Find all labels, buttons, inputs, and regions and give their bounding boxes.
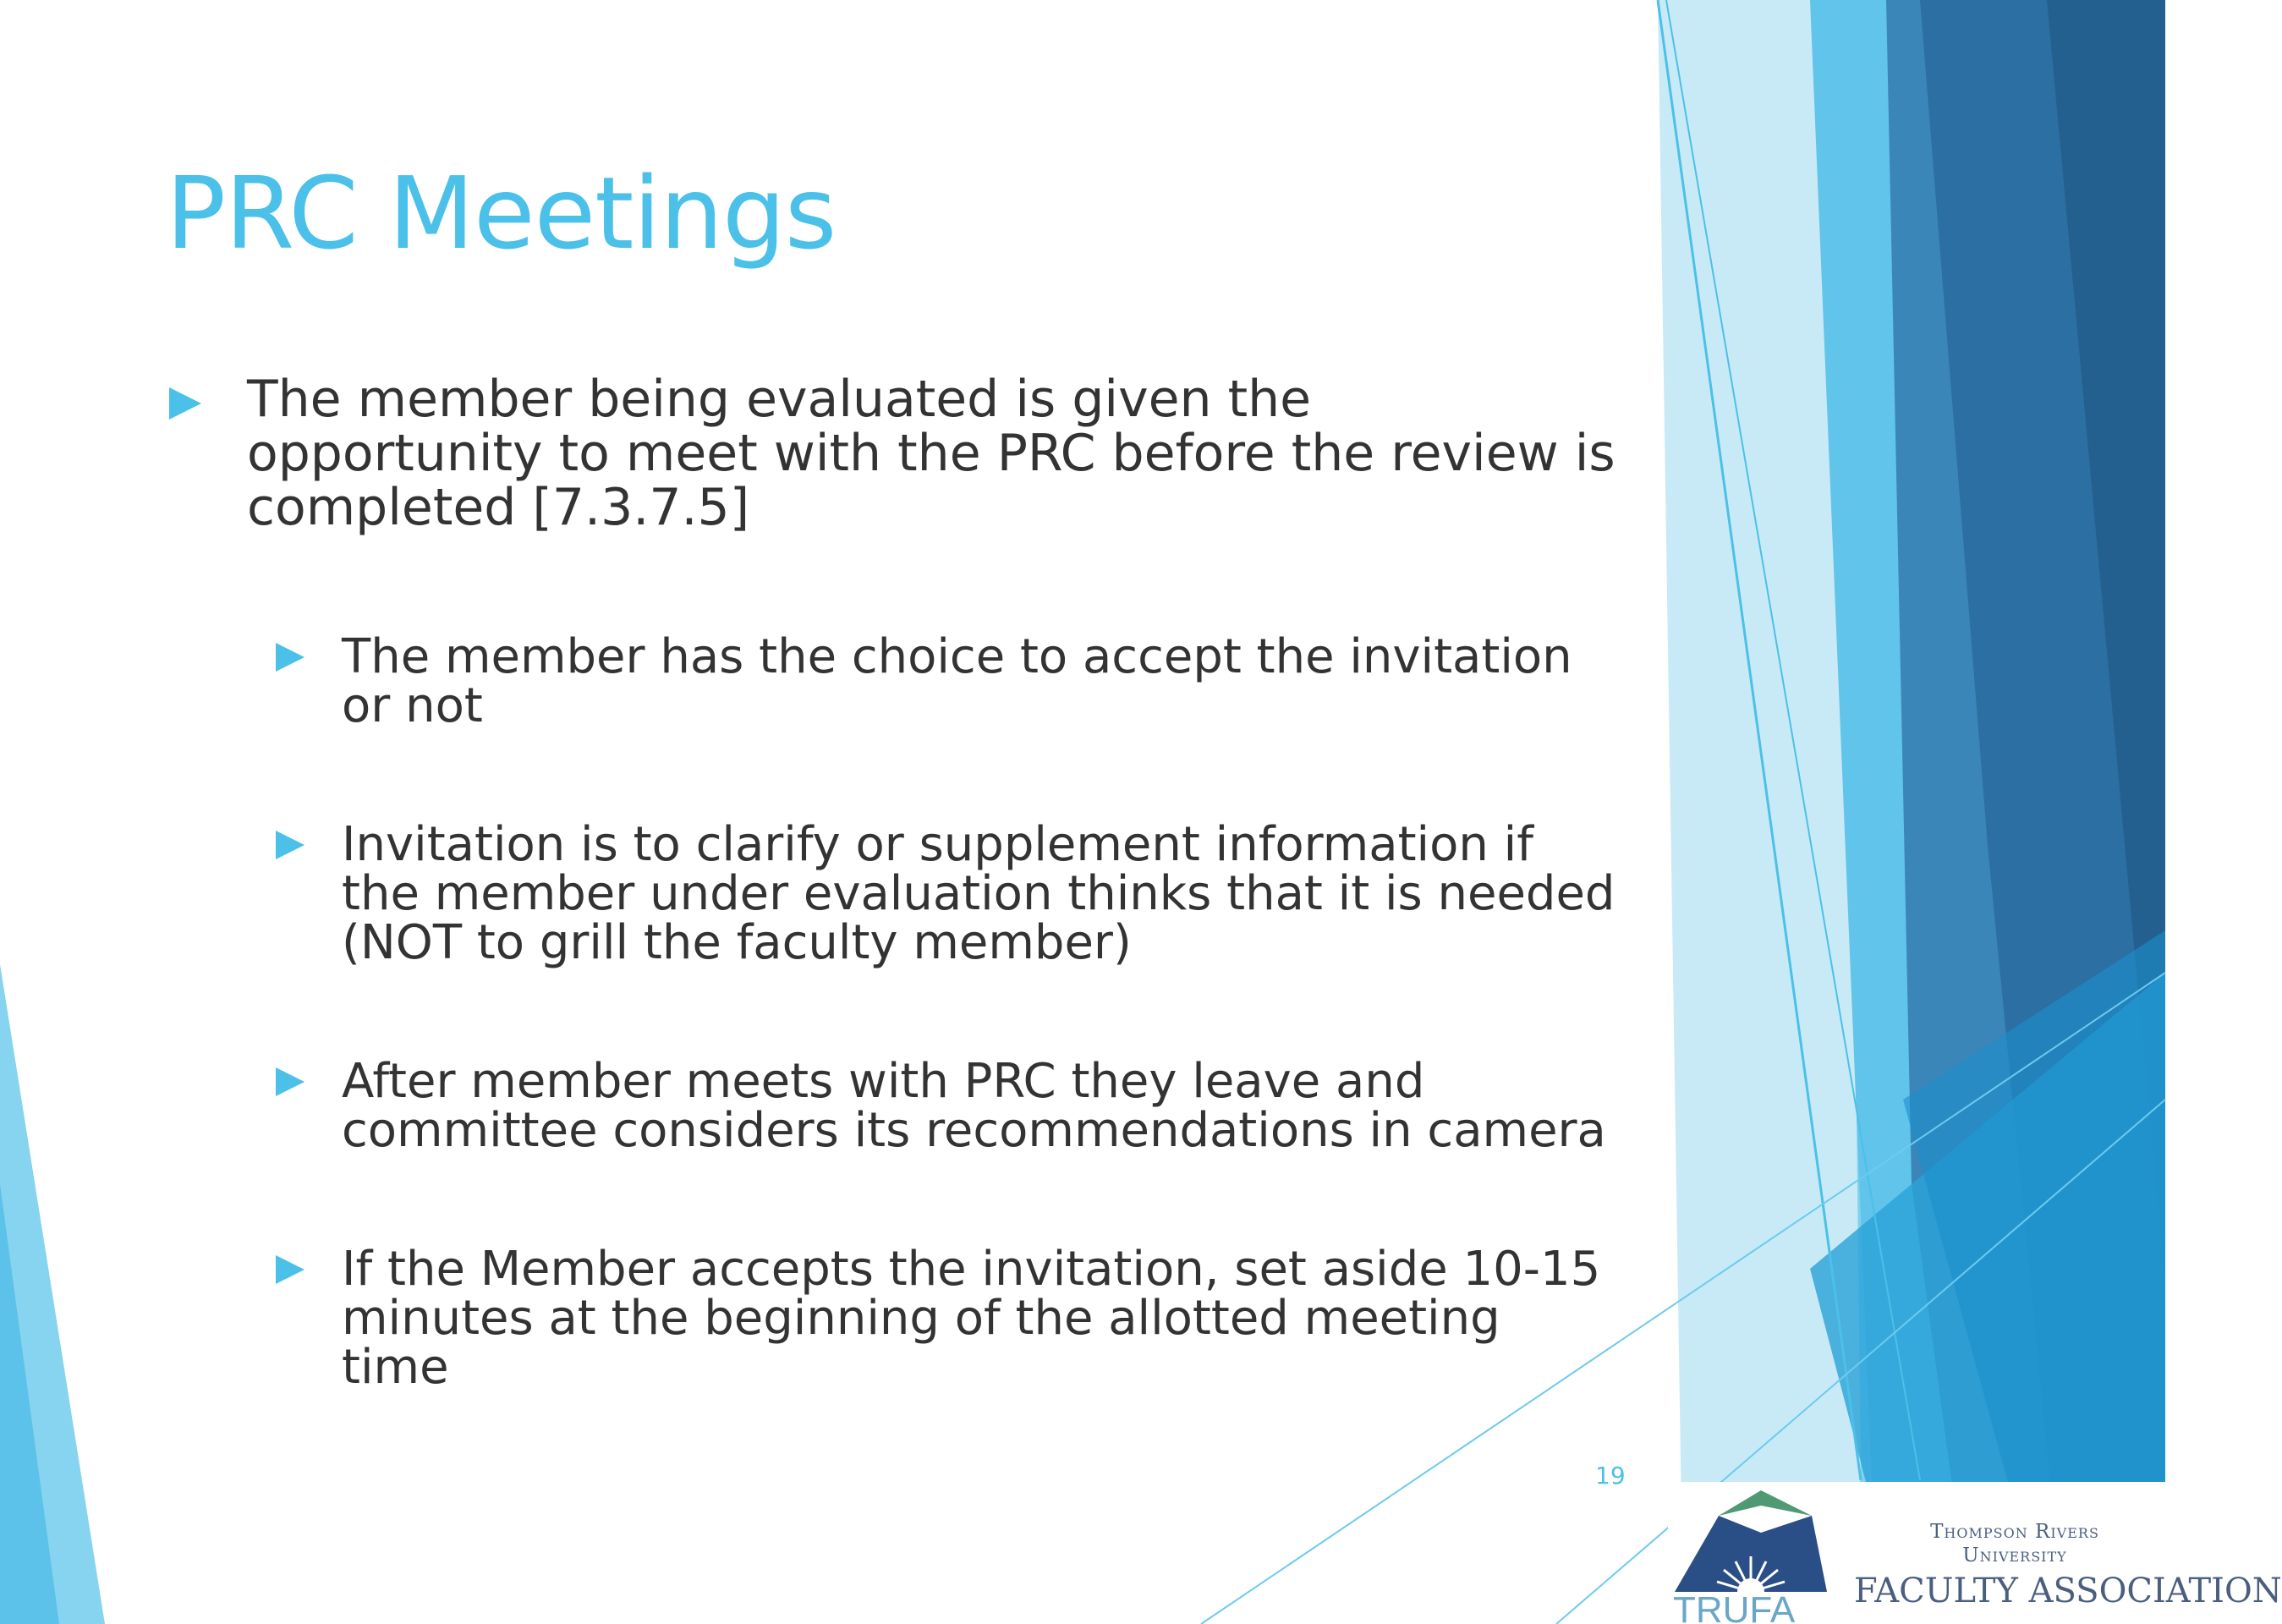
trufa-logo <box>1668 1482 2282 1624</box>
triangle-right-icon <box>169 387 201 420</box>
logo-line-1: Thompson Rivers <box>1930 1521 2099 1543</box>
logo-org-name <box>1854 1521 2282 1610</box>
bullet-text: The member being evaluated is given the opportunity to meet with the PRC before the review is completed [7.3.7.5] <box>247 370 1616 537</box>
triangle-right-icon <box>276 1255 304 1284</box>
sub-bullet-item <box>166 629 1621 733</box>
bullet-item <box>166 372 1621 535</box>
page-number: 19 <box>1595 1462 1626 1490</box>
sub-bullet-item <box>166 1242 1621 1395</box>
sub-bullet-text: After member meets with PRC they leave and committee considers its recommendations in camera <box>342 1054 1606 1158</box>
sub-bullet-text: The member has the choice to accept the invitation or not <box>342 629 1572 733</box>
trufa-logo-mark <box>1668 1482 1854 1624</box>
sub-bullet-text: Invitation is to clarify or supplement information if the member under evaluation thinks that it is needed (NOT to grill the faculty member) <box>342 817 1616 970</box>
sub-bullet-item <box>166 817 1621 970</box>
triangle-right-icon <box>276 831 304 859</box>
bullet-list <box>166 372 1621 1482</box>
slide-title: PRC Meetings <box>166 155 837 272</box>
logo-line-2: University <box>1962 1544 2067 1566</box>
sub-bullet-text: If the Member accepts the invitation, set aside 10-15 minutes at the beginning of the allotted meeting time <box>342 1242 1601 1395</box>
trufa-mark-text: TRUFA <box>1673 1589 1796 1624</box>
logo-line-3: FACULTY ASSOCIATION <box>1854 1572 2282 1610</box>
sub-bullet-item <box>166 1054 1621 1158</box>
triangle-right-icon <box>276 1067 304 1096</box>
triangle-right-icon <box>276 643 304 672</box>
